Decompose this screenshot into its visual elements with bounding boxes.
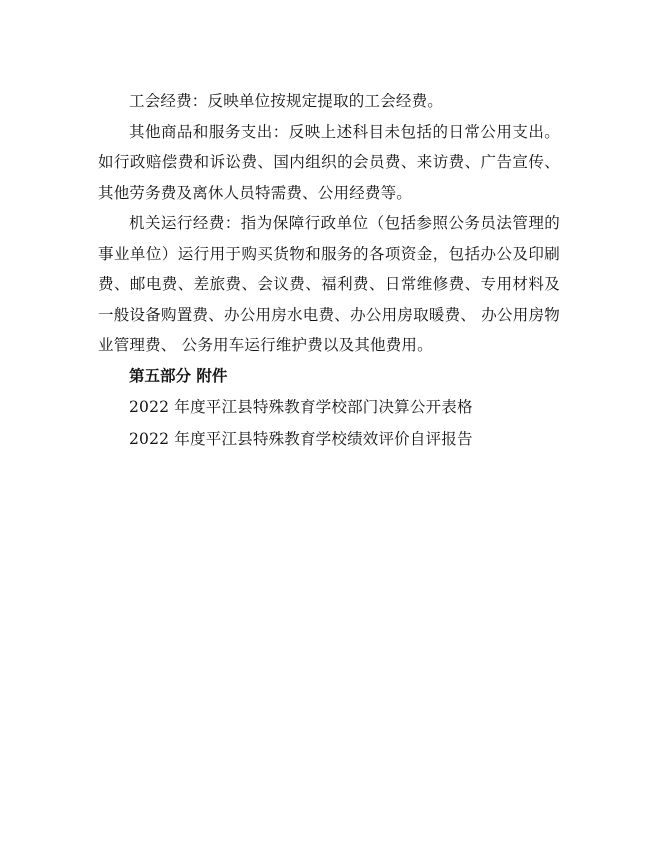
attachment-item-report: 2022 年度平江县特殊教育学校绩效评价自评报告	[129, 430, 473, 448]
document-body	[98, 86, 560, 455]
attachment-item-tables: 2022 年度平江县特殊教育学校部门决算公开表格	[129, 398, 473, 416]
paragraph-other-goods-services: 其他商品和服务支出：反映上述科目未包括的日常公用支出。如行政赔偿费和诉讼费、国内组织的会员费、来访费、广告宣传、其他劳务费及离休人员特需费、公用经费等。	[98, 122, 560, 202]
section-heading-attachments: 第五部分 附件	[129, 366, 228, 385]
paragraph-operating-expenses: 机关运行经费：指为保障行政单位（包括参照公务员法管理的事业单位）运行用于购买货物和服务的各项资金，包括办公及印刷费、邮电费、差旅费、会议费、福利费、日常维修费、专用材料及一般设备购置费、办公用房水电费、办公用房取暖费、 办公用房物业管理费、 公务用车运行维护费以及其他费用。	[98, 214, 560, 354]
paragraph-union-fee: 工会经费：反映单位按规定提取的工会经费。	[129, 92, 444, 110]
